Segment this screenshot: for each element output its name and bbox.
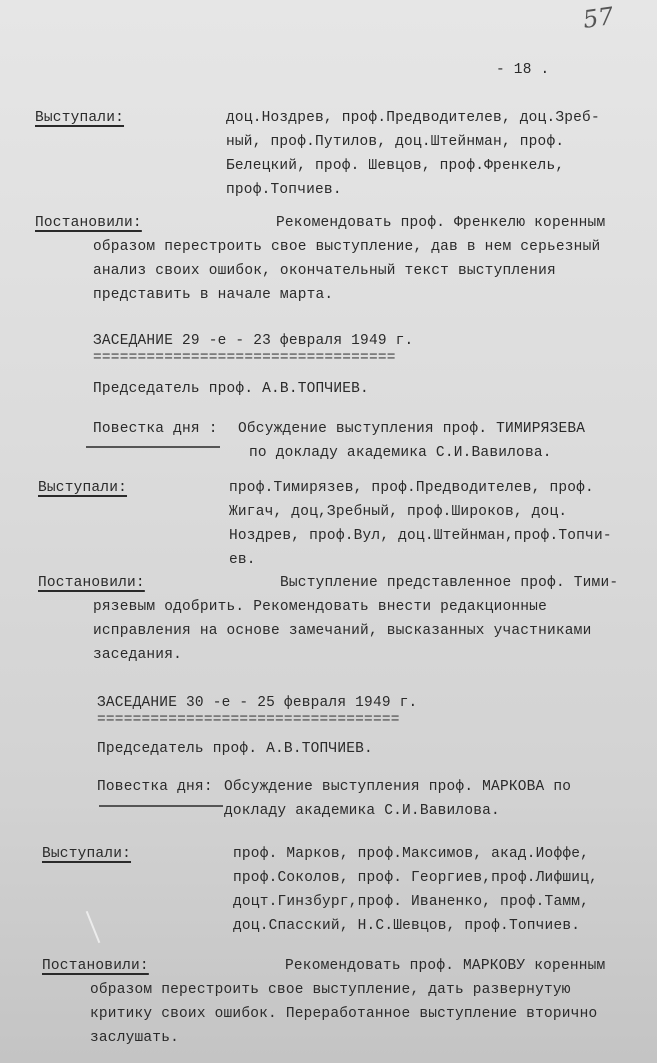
heading-underline: ================================== [93,350,396,366]
resolved-line: исправления на основе замечаний, высказанных участниками [93,623,592,639]
speakers-line: ный, проф.Путилов, доц.Штейнман, проф. [226,134,565,150]
agenda-underline [99,805,223,807]
resolved-line: рязевым одобрить. Рекомендовать внести редакционные [93,599,547,615]
agenda-line: Обсуждение выступления проф. ТИМИРЯЗЕВА [238,421,586,437]
speakers-label: Выступали: [38,480,128,496]
resolved-line: заслушать. [90,1030,180,1046]
heading-underline: ================================== [97,712,400,728]
speakers-label: Выступали: [42,846,132,862]
agenda-label: Повестка дня : [93,421,218,437]
resolved-line: Выступление представленное проф. Тими- [280,575,619,591]
speakers-line: Ноздрев, проф.Вул, доц.Штейнман,проф.Топчи- [229,528,612,544]
speakers-line: доц.Ноздрев, проф.Предводителев, доц.Зреб- [226,110,600,126]
page-number: - 18 . [496,62,550,78]
agenda-line: по докладу академика С.И.Вавилова. [249,445,552,461]
resolved-label: Постановили: [38,575,145,591]
resolved-line: образом перестроить свое выступление, дав в нем серьезный [93,239,601,255]
resolved-line: представить в начале марта. [93,287,334,303]
speakers-line: проф.Тимирязев, проф.Предводителев, проф. [229,480,594,496]
resolved-line: критику своих ошибок. Переработанное выступление вторично [90,1006,598,1022]
speakers-line: Белецкий, проф. Шевцов, проф.Френкель, [226,158,565,174]
resolved-line: заседания. [93,647,183,663]
speakers-line: проф.Соколов, проф. Георгиев,проф.Лифшиц, [233,870,598,886]
chairman: Председатель проф. А.В.ТОПЧИЕВ. [97,741,373,757]
session-heading: ЗАСЕДАНИЕ 29 -е - 23 февраля 1949 г. [93,333,414,349]
speakers-label: Выступали: [35,110,125,126]
speakers-line: Жигач, доц,Зребный, проф.Широков, доц. [229,504,568,520]
film-scratch [86,911,101,943]
speakers-line: проф. Марков, проф.Максимов, акад.Иоффе, [233,846,590,862]
session-heading: ЗАСЕДАНИЕ 30 -е - 25 февраля 1949 г. [97,695,418,711]
agenda-underline [86,446,220,448]
speakers-line: доц.Спасский, Н.С.Шевцов, проф.Топчиев. [233,918,581,934]
handwritten-sheet-number: 57 [581,2,616,34]
resolved-line: Рекомендовать проф. МАРКОВУ коренным [285,958,606,974]
agenda-label: Повестка дня: [97,779,213,795]
resolved-line: анализ своих ошибок, окончательный текст выступления [93,263,556,279]
chairman: Председатель проф. А.В.ТОПЧИЕВ. [93,381,369,397]
speakers-line: ев. [229,552,256,568]
resolved-label: Постановили: [35,215,142,231]
agenda-line: Обсуждение выступления проф. МАРКОВА по [224,779,572,795]
speakers-line: доцт.Гинзбург,проф. Иваненко, проф.Тамм, [233,894,590,910]
resolved-line: Рекомендовать проф. Френкелю коренным [276,215,606,231]
resolved-label: Постановили: [42,958,149,974]
resolved-line: образом перестроить свое выступление, дать развернутую [90,982,571,998]
agenda-line: докладу академика С.И.Вавилова. [224,803,500,819]
speakers-line: проф.Топчиев. [226,182,342,198]
